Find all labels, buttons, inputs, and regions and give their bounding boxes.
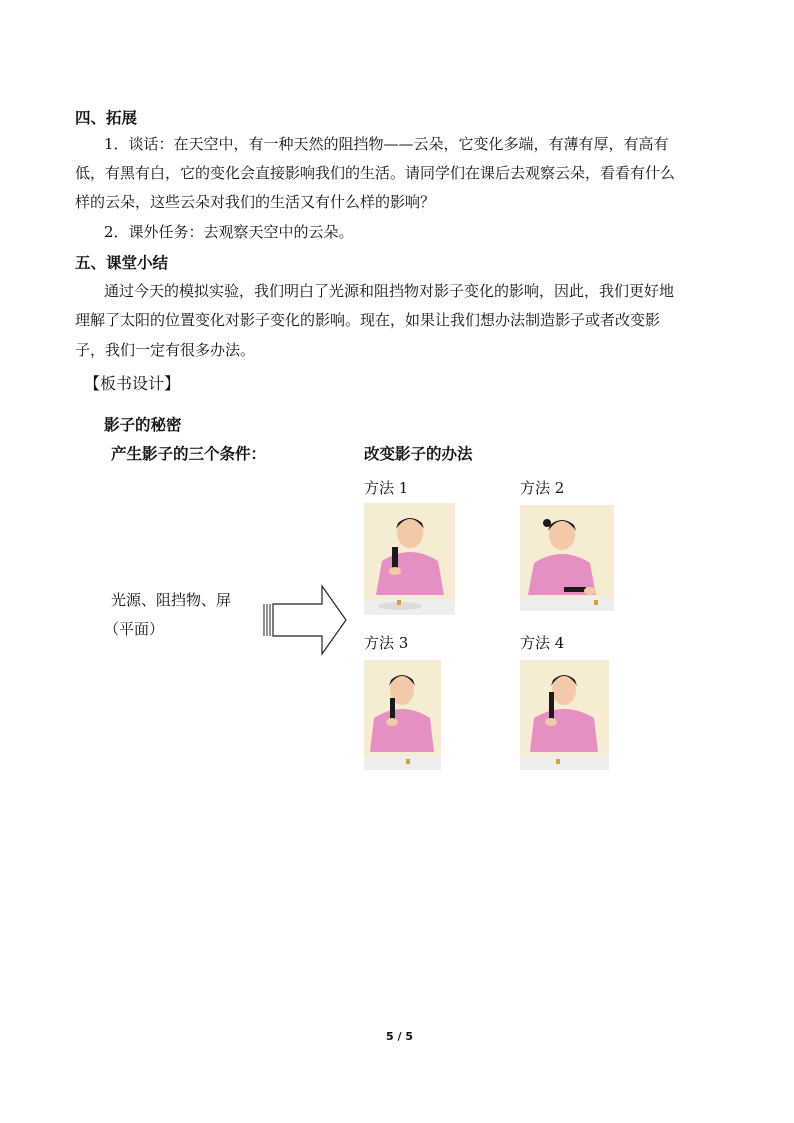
conditions-label: 产生影子的三个条件：: [111, 445, 267, 463]
summary-line3: 子，我们一定有很多办法。: [75, 341, 256, 359]
board-heading: 【板书设计】: [84, 374, 181, 393]
summary-line2: 理解了太阳的位置变化对影子变化的影响。现在，如果让我们想办法制造影子或者改变影: [75, 311, 661, 329]
method-4-photo: [520, 660, 609, 770]
right-arrow-icon: [262, 584, 348, 656]
expand-item1-line2: 低，有黑有白，它的变化会直接影响我们的生活。请同学们在课后去观察云朵，看看有什么: [75, 164, 676, 182]
conditions-line1: 光源、阻挡物、屏: [111, 591, 232, 609]
methods-label: 改变影子的办法: [364, 445, 473, 463]
method-1-label: 方法 1: [364, 479, 409, 497]
method-2-label: 方法 2: [520, 479, 565, 497]
expand-item1-line1: 1．谈话：在天空中，有一种天然的阻挡物——云朵，它变化多端，有薄有厚，有高有: [104, 135, 669, 153]
method-1-photo: [364, 503, 455, 615]
summary-line1: 通过今天的模拟实验，我们明白了光源和阻挡物对影子变化的影响，因此，我们更好地: [104, 282, 675, 300]
conditions-line2: （平面）: [104, 620, 165, 638]
expand-item2: 2．课外任务：去观察天空中的云朵。: [104, 223, 354, 241]
section-heading-expand: 四、拓展: [75, 109, 138, 127]
page-number: 5 / 5: [386, 1030, 413, 1043]
method-4-label: 方法 4: [520, 634, 565, 652]
method-3-photo: [364, 660, 441, 770]
method-3-label: 方法 3: [364, 634, 409, 652]
method-2-photo: [520, 505, 614, 611]
section-heading-summary: 五、课堂小结: [75, 254, 169, 272]
expand-item1-line3: 样的云朵，这些云朵对我们的生活又有什么样的影响？: [75, 193, 436, 211]
board-title: 影子的秘密: [104, 416, 182, 434]
